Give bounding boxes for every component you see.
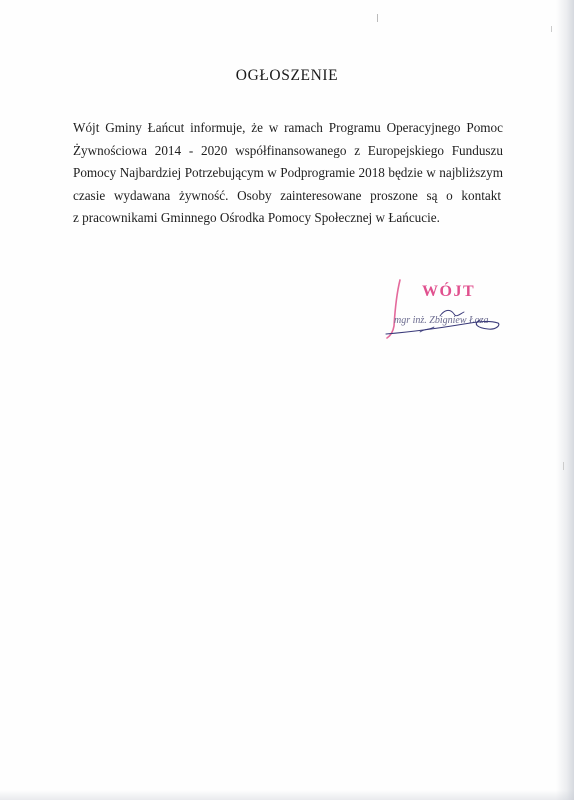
scan-shadow-bottom bbox=[0, 790, 574, 800]
stamp-name: mgr inż. Zbigniew Łoza bbox=[394, 315, 489, 326]
signature-icon bbox=[380, 270, 510, 350]
scan-mark bbox=[377, 14, 378, 22]
body-line: Wójt Gminy Łańcut informuje, że w ramach Programu Operacyjnego Pomoc bbox=[73, 120, 503, 135]
body-line: Pomocy Najbardziej Potrzebującym w Podprogramie 2018 będzie w najbliższym bbox=[73, 165, 503, 180]
body-line: Żywnościowa 2014 - 2020 współfinansowanego z Europejskiego Funduszu bbox=[73, 142, 503, 158]
stamp-title: WÓJT bbox=[422, 283, 476, 300]
body-line: czasie wydawana żywność. Osoby zainteresowane proszone są o kontakt bbox=[73, 187, 501, 203]
scan-mark bbox=[551, 26, 552, 32]
scan-shadow-right bbox=[556, 0, 574, 800]
scan-mark bbox=[563, 462, 564, 470]
official-stamp bbox=[380, 270, 510, 350]
announcement-body bbox=[73, 117, 503, 230]
page-title: OGŁOSZENIE bbox=[235, 67, 339, 84]
body-line: z pracownikami Gminnego Ośrodka Pomocy Społecznej w Łańcucie. bbox=[73, 210, 440, 225]
